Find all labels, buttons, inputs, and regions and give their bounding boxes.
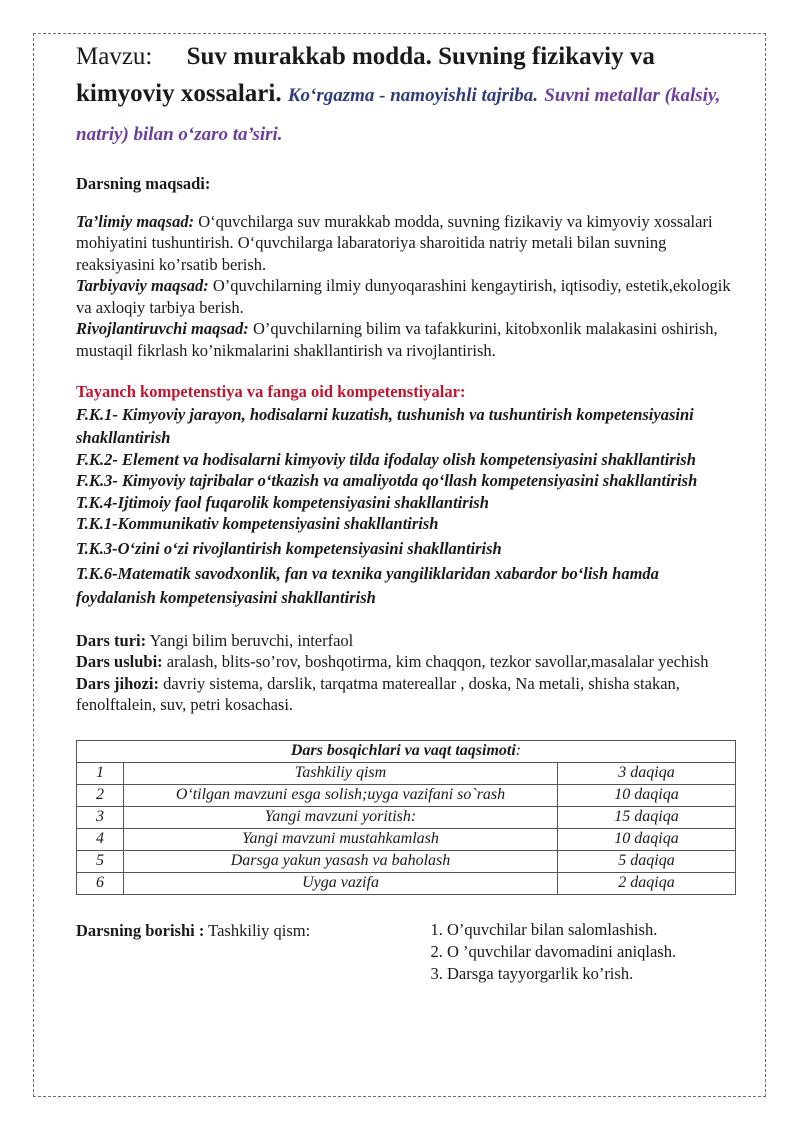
competencies-list: [76, 403, 740, 610]
stage-number: 3: [77, 806, 124, 828]
stage-number: 2: [77, 784, 124, 806]
document-content: [76, 38, 740, 991]
lesson-equipment-value: davriy sistema, darslik, tarqatma matereallar , doska, Na metali, shisha stakan, fenolftalein, suv, petri kosachasi.: [76, 673, 680, 714]
table-row: [77, 828, 736, 850]
goal-text: O’quvchilarning ilmiy dunyoqarashini kengaytirish, iqtisodiy, estetik,ekologik va axloqiy tarbiya berish.: [76, 276, 731, 317]
goal-developmental: [76, 318, 740, 361]
competencies-heading: Tayanch kompetenstiya va fanga oid kompetenstiyalar:: [76, 382, 466, 401]
competency-item: F.K.2- Element va hodisalarni kimyoviy tilda ifodalay olish kompetensiyasini shakllantirish: [76, 449, 696, 469]
goal-text: O’quvchilarning bilim va tafakkurini, kitobxonlik malakasini oshirish, mustaqil fikrlash ko’nikmalarini shakllantirish va rivojlantirish.: [76, 319, 718, 360]
lesson-equipment: [76, 673, 740, 716]
lesson-equipment-label: Dars jihozi:: [76, 673, 159, 693]
stage-name: Uyga vazifa: [124, 872, 558, 894]
table-row: [77, 762, 736, 784]
competency-item: T.K.4-Ijtimoiy faol fuqarolik kompetensiyasini shakllantirish: [76, 492, 489, 512]
table-caption: [77, 740, 736, 762]
stage-time: 5 daqiqa: [558, 850, 736, 872]
lesson-stages-table: [76, 740, 736, 895]
stage-time: 10 daqiqa: [558, 784, 736, 806]
table-caption-row: [77, 740, 736, 762]
topic-method: Ko‘rgazma - namoyishli tajriba.: [287, 85, 539, 106]
goal-label: Ta’limiy maqsad:: [76, 211, 195, 231]
competency-item: T.K.6-Matematik savodxonlik, fan va texnika yangiliklaridan xabardor bo‘lish hamda foydalanish kompetensiyasini shakllantirish: [76, 563, 659, 607]
goal-label: Tarbiyaviy maqsad:: [76, 276, 209, 295]
competency-item: F.K.1- Kimyoviy jarayon, hodisalarni kuzatish, tushunish va tushuntirish kompetensiyasini shakllantirish: [76, 404, 694, 447]
table-caption-text: Dars bosqichlari va vaqt taqsimoti: [290, 742, 516, 759]
stage-name: O‘tilgan mavzuni esga solish;uyga vazifani so`rash: [124, 784, 558, 806]
topic-title: Suv murakkab modda. Suvning fizikaviy va kimyoviy xossalari.: [76, 43, 655, 107]
progress-steps: [419, 919, 676, 985]
goal-text: O‘quvchilarga suv murakkab modda, suvning fizikaviy va kimyoviy xossalari mohiyatini tushuntirish. O‘quvchilarga labaratoriya sharoitida natriy metali bilan suvning reaksiyasini ko’rsatib berish.: [76, 211, 713, 274]
goal-educational: [76, 211, 740, 276]
progress-sublabel: Tashkiliy qism:: [204, 920, 311, 940]
competency-item: F.K.3- Kimyoviy tajribalar o‘tkazish va amaliyotda qo‘llash kompetensiyasini shakllantirish: [76, 471, 698, 490]
stage-number: 4: [77, 828, 124, 850]
table-row: [77, 806, 736, 828]
competency-item: T.K.1-Kommunikativ kompetensiyasini shakllantirish: [76, 514, 439, 533]
goal-upbringing: [76, 275, 740, 318]
stage-number: 6: [77, 872, 124, 894]
goals-heading: Darsning maqsadi:: [76, 174, 211, 193]
lesson-type-value: Yangi bilim beruvchi, interfaol: [146, 630, 354, 650]
topic-experiment: Suvni metallar (kalsiy, natriy) bilan o‘zaro ta’siri.: [76, 85, 721, 145]
table-row: [77, 850, 736, 872]
table-row: [77, 784, 736, 806]
lesson-style-label: Dars uslubi:: [76, 652, 163, 671]
lesson-style: [76, 651, 740, 673]
topic-label: Mavzu:: [76, 43, 153, 70]
stage-number: 5: [77, 850, 124, 872]
progress-label: Darsning borishi :: [76, 920, 205, 940]
stage-name: Yangi mavzuni yoritish:: [124, 806, 558, 828]
stage-time: 3 daqiqa: [558, 762, 736, 784]
lesson-progress: [76, 921, 740, 991]
table-row: [77, 872, 736, 894]
progress-step: 2. O ’quvchilar davomadini aniqlash.: [447, 941, 676, 963]
progress-step: 3. Darsga tayyorgarlik ko’rish.: [447, 963, 676, 985]
stage-number: 1: [77, 762, 124, 784]
lesson-style-value: aralash, blits-so’rov, boshqotirma, kim chaqqon, tezkor savollar,masalalar yechish: [162, 652, 709, 671]
lesson-topic: [76, 38, 740, 153]
lesson-type-label: Dars turi:: [76, 630, 147, 650]
competency-item: T.K.3-O‘zini o‘zi rivojlantirish kompetensiyasini shakllantirish: [76, 538, 502, 558]
stage-name: Tashkiliy qism: [124, 762, 558, 784]
lesson-type: [76, 630, 740, 652]
goal-label: Rivojlantiruvchi maqsad:: [76, 319, 249, 338]
stage-time: 10 daqiqa: [558, 828, 736, 850]
table-caption-suffix: :: [515, 742, 522, 759]
stage-time: 15 daqiqa: [558, 806, 736, 828]
stage-name: Darsga yakun yasash va baholash: [124, 850, 558, 872]
stage-time: 2 daqiqa: [558, 872, 736, 894]
progress-step: 1. O’quvchilar bilan salomlashish.: [447, 919, 676, 941]
stage-name: Yangi mavzuni mustahkamlash: [124, 828, 558, 850]
